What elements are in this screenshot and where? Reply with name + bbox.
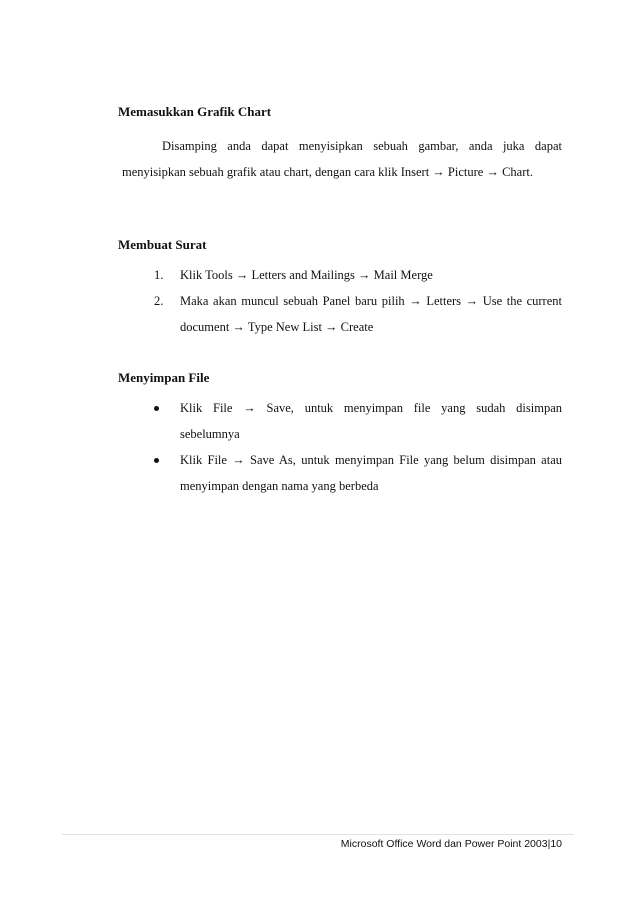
- list-number: 2.: [154, 294, 164, 308]
- bullet-icon: [154, 406, 159, 411]
- list-item-text: Klik File → Save As, untuk menyimpan File yang belum disimpan atau: [180, 453, 562, 467]
- section-heading-membuat-surat: Membuat Surat: [118, 237, 207, 252]
- list-item-text: Klik File → Save, untuk menyimpan file yang sudah disimpan: [180, 401, 562, 415]
- list-number: 1.: [154, 268, 164, 282]
- list-item-text: Maka akan muncul sebuah Panel baru pilih → Letters → Use the current: [180, 294, 562, 308]
- section-paragraph-grafik-chart: [122, 133, 562, 185]
- list-item-text: document → Type New List → Create: [180, 320, 374, 334]
- list-item-text: Klik Tools → Letters and Mailings → Mail Merge: [180, 268, 433, 282]
- page-footer: [341, 838, 562, 850]
- footer-divider: [62, 834, 574, 835]
- paragraph-line: menyisipkan sebuah grafik atau chart, dengan cara klik Insert → Picture → Chart.: [122, 165, 533, 179]
- bullet-list: [148, 395, 562, 499]
- section-heading-grafik-chart: Memasukkan Grafik Chart: [118, 104, 272, 119]
- list-item: [148, 288, 562, 340]
- list-item: [148, 262, 562, 288]
- section-heading-menyimpan-file: Menyimpan File: [118, 370, 210, 385]
- page-number: 10: [550, 838, 562, 850]
- list-item-text: menyimpan dengan nama yang berbeda: [180, 479, 379, 493]
- list-item: [148, 447, 562, 499]
- bullet-icon: [154, 458, 159, 463]
- list-item: [148, 395, 562, 447]
- list-item-text: sebelumnya: [180, 427, 240, 441]
- footer-separator: |: [547, 838, 551, 850]
- footer-title: Microsoft Office Word dan Power Point 2003: [340, 838, 548, 850]
- numbered-list: [148, 262, 562, 340]
- paragraph-line: Disamping anda dapat menyisipkan sebuah gambar, anda juka dapat: [162, 139, 562, 153]
